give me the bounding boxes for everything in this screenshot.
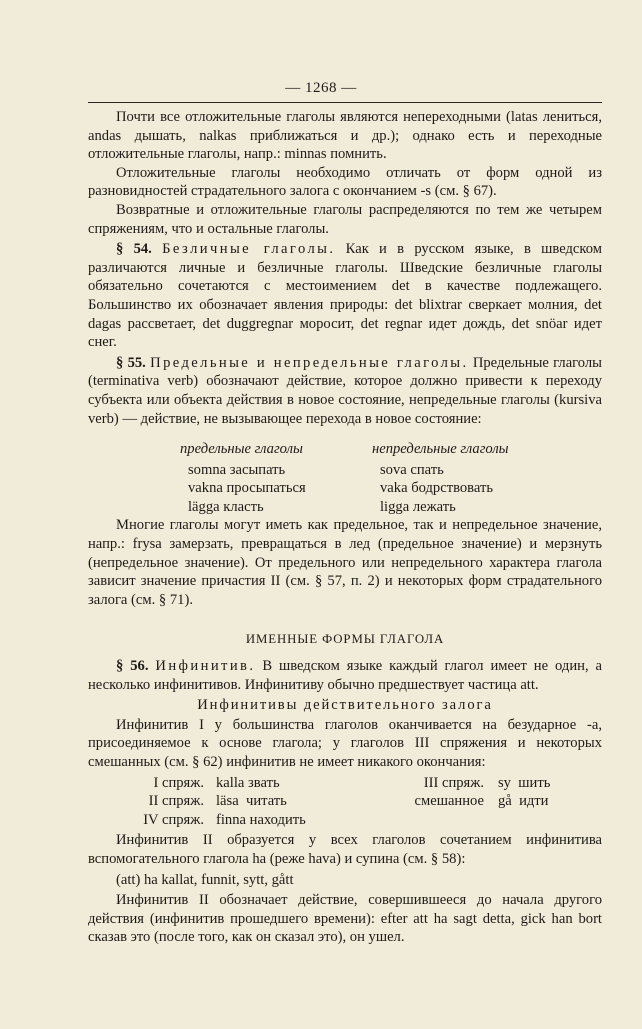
- page-number: — 1268 —: [285, 80, 357, 96]
- section-56-title: Инфинитив.: [155, 658, 256, 675]
- section-55-number: § 55.: [116, 354, 146, 371]
- conjugation-row: [88, 811, 602, 830]
- conj-label: II спряж.: [148, 793, 204, 810]
- paragraph-infinitive-2: Инфинитив II образуется у всех глаголов сочетанием инфинитива вспомогательного глагола ha (реже hava) и супина (см. § 58):: [88, 832, 602, 867]
- cursive-column: [372, 440, 564, 516]
- verb-example: lägga класть: [188, 498, 264, 515]
- paragraph-deponent-intro: Почти все отложительные глаголы являются непереходными (latas лениться, andas дышать, nalkas приближаться и др.); однако есть и переходные отложительные глаголы, напр.: minnas помнить.: [88, 109, 602, 163]
- conj-label: смешанное: [414, 793, 484, 810]
- section-54-text: Как и в русском языке, в шведском различаются личные и безличные глаголы. Шведские безличные глаголы обязательно сочетаются с местоимением det в качестве подлежащего. Большинство их обозначает явления природы: det blixtrar сверкает молния, det dagas рассветает, det duggregnar моросит, det regnar идет дождь, det snöar идет снег.: [88, 241, 602, 351]
- conjugation-table: [88, 774, 602, 830]
- header-rule: [88, 102, 602, 103]
- section-55-title: Предельные и непредельные глаголы.: [150, 354, 469, 371]
- conj-label: III спряж.: [423, 774, 484, 791]
- conjugation-row: [88, 792, 602, 811]
- conj-example: läsa читать: [216, 793, 287, 810]
- conj-example: gå идти: [498, 793, 549, 810]
- conj-label: I спряж.: [153, 774, 204, 791]
- section-56: [88, 657, 602, 694]
- verb-examples-table: [88, 440, 602, 516]
- infinitive-2-example: (att) ha kallat, funnit, sytt, gått: [116, 871, 294, 888]
- terminative-header: предельные глаголы: [180, 441, 303, 458]
- paragraph-many-verbs: Многие глаголы могут иметь как предельное, так и непредельное значение, напр.: frysa замерзать, превращаться в лед (предельное значение) и мерзнуть (непредельное значение). От предельного или непредельного характера глагола зависит значение причастия II (см. § 57, п. 2) и некоторых форм страдательного залога (см. § 71).: [88, 517, 602, 608]
- section-56-text: В шведском языке каждый глагол имеет не один, а несколько инфинитивов. Инфинитиву обычно предшествует частица att.: [88, 658, 602, 693]
- subheading-active-infinitives: Инфинитивы действительного залога: [197, 697, 493, 714]
- section-55: [88, 354, 602, 428]
- section-54-number: § 54.: [116, 241, 152, 258]
- conj-label: IV спряж.: [143, 811, 204, 828]
- verb-example: sova спать: [380, 461, 444, 478]
- conjugation-row: [88, 774, 602, 793]
- conj-example: sy шить: [498, 774, 551, 791]
- cursive-header: непредельные глаголы: [372, 441, 509, 458]
- paragraph-infinitive-1: Инфинитив I у большинства глаголов оканчивается на безударное -a, присоединяемое к основе глагола; у глаголов III спряжения и некоторых смешанных (см. § 62) инфинитив не имеет никакого окончания:: [88, 716, 602, 770]
- verb-example: vaka бодрствовать: [380, 480, 493, 497]
- verb-example: vakna просыпаться: [188, 480, 306, 497]
- section-54-title: Безличные глаголы.: [162, 241, 336, 258]
- paragraph-deponent-distinguish: Отложительные глаголы необходимо отличать от форм одной из разновидностей страдательного залога с окончанием -s (см. § 67).: [88, 164, 602, 200]
- terminative-column: [180, 440, 372, 516]
- section-54: [88, 240, 602, 352]
- section-56-number: § 56.: [116, 658, 149, 675]
- heading-nominal-forms: ИМЕННЫЕ ФОРМЫ ГЛАГОЛА: [245, 632, 445, 647]
- verb-example: ligga лежать: [380, 498, 456, 515]
- verb-example: somna засыпать: [188, 461, 286, 478]
- section-55-text: Предельные глаголы (terminativa verb) обозначают действие, которое должно привести к переходу субъекта или объекта действия в новое состояние, непредельные глаголы (kursiva verb) — действие, не вызывающее перехода в новое состояние:: [88, 354, 602, 427]
- paragraph-deponent-conjugation: Возвратные и отложительные глаголы распределяются по тем же четырем спряжениям, что и остальные глаголы.: [88, 201, 602, 237]
- conj-example: finna находить: [216, 811, 306, 828]
- conj-example: kalla звать: [216, 774, 280, 791]
- paragraph-infinitive-2-meaning: Инфинитив II обозначает действие, совершившееся до начала другого действия (инфинитив прошедшего времени): efter att ha sagt detta, gick han bort сказав это (после того, как он сказал это), он ушел.: [88, 892, 602, 946]
- page-body: [88, 108, 602, 947]
